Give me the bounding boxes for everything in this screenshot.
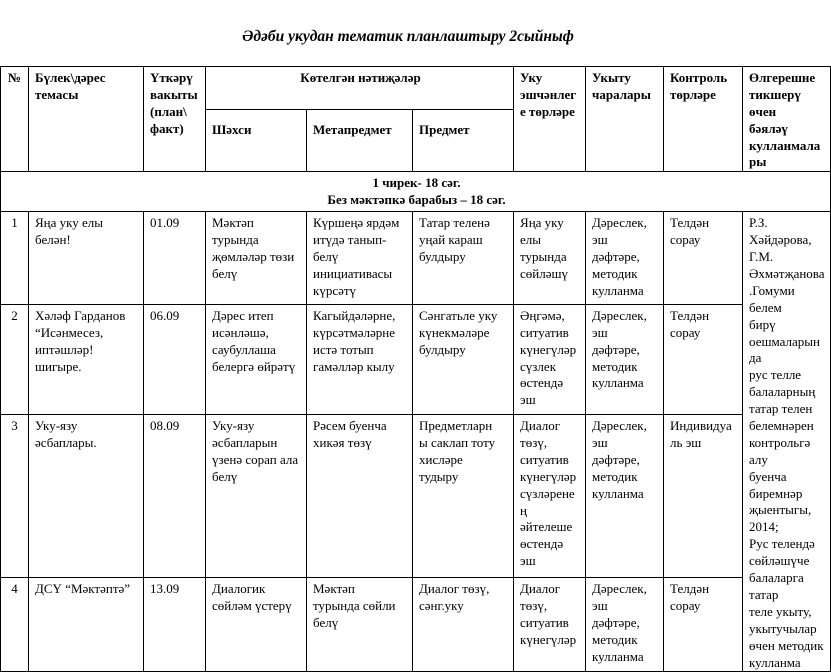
row-meta: Күршеңә ярдәм итүдә танып- белү инициативасы күрсәтү — [307, 212, 413, 305]
quarter-line-1: 1 чирек- 18 сәг. — [372, 175, 461, 191]
row-topic: Уку-язу әсбаплары. — [29, 415, 144, 578]
quarter-line-2: Без мәктәпкә барабыз – 18 сәг. — [327, 192, 506, 208]
row-topic: Яңа уку елы белән! — [29, 212, 144, 305]
row-date: 08.09 — [144, 415, 206, 578]
row-control: Индивидуа ль эш — [664, 415, 743, 578]
row-tools: Дәреслек, эш дәфтәре, методик кулланма — [586, 415, 664, 578]
row-control: Телдән сорау — [664, 304, 743, 414]
row-subject: Диалог төзү, сәнг.уку — [413, 578, 514, 672]
row-num: 3 — [1, 415, 29, 578]
row-subject: Татар теленә уңай караш булдыру — [413, 212, 514, 305]
header-control: Контроль төрләре — [664, 67, 743, 172]
row-activity: Диалог төзү, ситуатив күнегүләр сүзләренең әйтелеше өстендә эш — [514, 415, 586, 578]
quarter-cell — [1, 172, 831, 212]
row-meta: Рәсем буенча хикәя төзү — [307, 415, 413, 578]
row-num: 2 — [1, 304, 29, 414]
row-tools: Дәреслек, эш дәфтәре, методик кулланма — [586, 304, 664, 414]
row-date: 01.09 — [144, 212, 206, 305]
row-date: 06.09 — [144, 304, 206, 414]
row-topic: Хәләф Гарданов “Исәнмесез, иптәшләр! шигыре. — [29, 304, 144, 414]
row-num: 4 — [1, 578, 29, 672]
header-personal: Шәхси — [206, 110, 307, 172]
row-tools: Дәреслек, эш дәфтәре, методик кулланма — [586, 212, 664, 305]
header-activity: Уку эшчәнлег е төрләре — [514, 67, 586, 172]
page-title: Әдәби укудан тематик планлаштыру 2сыйныф — [242, 28, 574, 45]
header-subject: Предмет — [413, 110, 514, 172]
row-meta: Мәктәп турында сөйли белү — [307, 578, 413, 672]
row-activity: Әңгәмә, ситуатив күнегүләр сүзлек өстендә эш — [514, 304, 586, 414]
row-activity: Яңа уку елы турында сөйләшү — [514, 212, 586, 305]
row-topic: ДСҮ “Мәктәптә” — [29, 578, 144, 672]
header-results: Көтелгән нәтиҗәләр — [206, 67, 514, 110]
header-num: № — [1, 67, 29, 172]
row-personal: Диалогик сөйләм үстерү — [206, 578, 307, 672]
row-personal: Уку-язу әсбапларын үзенә сорап ала белү — [206, 415, 307, 578]
plan-table — [0, 66, 831, 672]
row-subject: Сәнгатьле уку күнекмәләре булдыру — [413, 304, 514, 414]
table-row — [1, 578, 831, 672]
table-row — [1, 212, 831, 305]
row-subject: Предметларн ы саклап тоту хисләре тудыру — [413, 415, 514, 578]
header-tools: Укыту чаралары — [586, 67, 664, 172]
row-activity: Диалог төзү, ситуатив күнегүләр — [514, 578, 586, 672]
quarter-row — [1, 172, 831, 212]
header-row-1 — [1, 67, 831, 110]
row-control: Телдән сорау — [664, 578, 743, 672]
table-row — [1, 415, 831, 578]
row-control: Телдән сорау — [664, 212, 743, 305]
header-time: Үткәрү вакыты (план\ факт) — [144, 67, 206, 172]
table-row — [1, 304, 831, 414]
row-date: 13.09 — [144, 578, 206, 672]
assessment-cell: Р.З. Хәйдәрова, Г.М. Әхмәтҗанова .Гомуми белем бирү оешмаларында рус телле балаларның татар телен белемнәрен контрольгә алу буенча биремнәр җыентыгы, 2014; Рус телендә сөйләшүче балаларга татар теле укыту, укытучылар өчен методик кулланма — [743, 212, 831, 672]
row-personal: Дәрес итеп исәнләшә, саубуллаша белергә өйрәтү — [206, 304, 307, 414]
header-section: Бүлек\дәрес темасы — [29, 67, 144, 172]
header-assessment: Өлгерешне тикшерү өчен бәяләү кулланмалары — [743, 67, 831, 172]
row-tools: Дәреслек, эш дәфтәре, методик кулланма — [586, 578, 664, 672]
row-meta: Кагыйдәләрне, күрсәтмәләрне истә тотып гамәлләр кылу — [307, 304, 413, 414]
row-num: 1 — [1, 212, 29, 305]
header-meta: Метапредмет — [307, 110, 413, 172]
row-personal: Мәктәп турында җөмләләр төзи белү — [206, 212, 307, 305]
